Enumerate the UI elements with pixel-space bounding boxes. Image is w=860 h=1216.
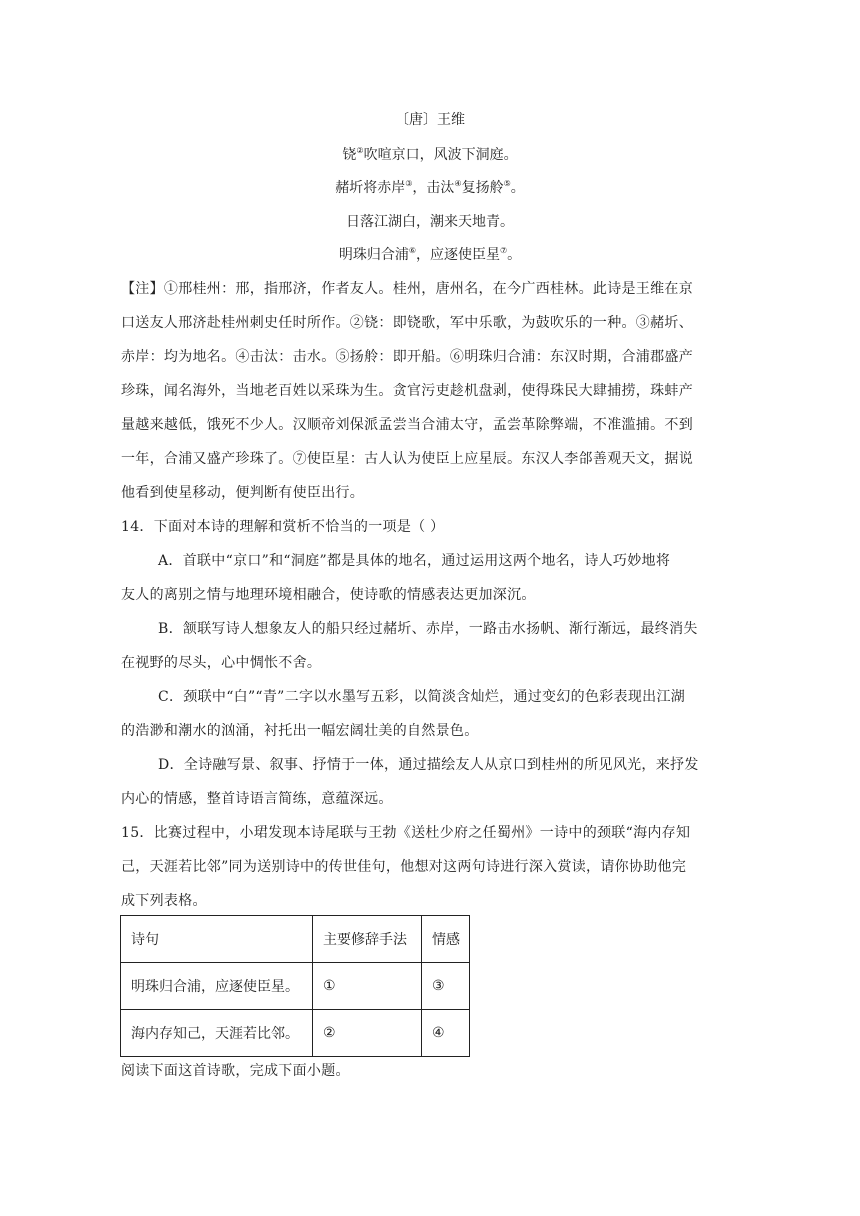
poem-line-text: 。 (507, 247, 522, 263)
notes-line: 珍珠，闻名海外，当地老百姓以采珠为生。贪官污吏趁机盘剥，使得珠民大肆捕捞，珠蚌产 (121, 383, 693, 399)
notes-line: 他看到使星移动，便判断有使臣出行。 (121, 485, 365, 501)
option-c: C．颈联中“白”“青”二字以水墨写五彩，以简淡含灿烂，通过变幻的色彩表现出江湖 (158, 689, 686, 705)
notes-line: 一年，合浦又盛产珍珠了。⑦使臣星：古人认为使臣上应星辰。东汉人李郃善观天文，据说 (121, 451, 693, 467)
poem-line-text: 明珠归合浦 (338, 247, 409, 263)
table-row (121, 963, 470, 1010)
poem-line-1 (0, 145, 860, 165)
poem-line-text: 日落江湖白，潮来天地青。 (346, 214, 514, 230)
footnote-marker: ③ (405, 179, 413, 188)
notes-line: 口送友人邢济赴桂州刺史任时所作。②铙：即铙歌，军中乐歌，为鼓吹乐的一种。③赭圻、 (121, 315, 693, 331)
option-b: B．颔联写诗人想象友人的船只经过赭圻、赤岸，一路击水扬帆、渐行渐远，最终消失 (158, 621, 698, 637)
table-header-cell: 诗句 (121, 916, 313, 963)
table-cell: 海内存知己，天涯若比邻。 (121, 1010, 313, 1057)
notes-line: 【注】①邢桂州：邢，指邢济，作者友人。桂州，唐州名，在今广西桂林。此诗是王维在京 (121, 281, 693, 297)
table-header-cell: 主要修辞手法 (313, 916, 422, 963)
footnote-marker: ④ (454, 179, 462, 188)
poem-line-text: ，应逐使臣星 (416, 247, 500, 263)
notes-line: 赤岸：均为地名。④击汰：击水。⑤扬舲：即开船。⑥明珠归合浦：东汉时期，合浦郡盛产 (121, 349, 693, 365)
table-cell: ④ (422, 1010, 470, 1057)
table-header-cell: 情感 (422, 916, 470, 963)
table-cell: 明珠归合浦，应逐使臣星。 (121, 963, 313, 1010)
poem-line-text: 赭圻将赤岸 (335, 180, 406, 196)
notes-line: 量越来越低，饿死不少人。汉顺帝刘保派孟尝当合浦太守，孟尝革除弊端，不准滥捕。不到 (121, 417, 693, 433)
poem-line-4 (0, 245, 860, 265)
question-15-stem: 15．比赛过程中，小珺发现本诗尾联与王勃《送杜少府之任蜀州》一诗中的颈联“海内存知 (121, 825, 691, 841)
poem-line-3 (0, 212, 860, 232)
table-cell: ② (313, 1010, 422, 1057)
option-d: D．全诗融写景、叙事、抒情于一体，通过描绘友人从京口到桂州的所见风光，来抒发 (158, 757, 699, 773)
poem-author: 〔唐〕王维 (395, 112, 465, 128)
table-cell: ① (313, 963, 422, 1010)
answer-table (120, 915, 470, 1057)
poem-line-2 (0, 178, 860, 198)
option-a: A．首联中“京口”和“洞庭”都是具体的地名，通过运用这两个地名，诗人巧妙地将 (158, 553, 671, 569)
option-d-cont: 内心的情感，整首诗语言简练，意蕴深远。 (121, 791, 393, 807)
poem-line-text: 复扬舲 (461, 180, 504, 196)
reading-instruction: 阅读下面这首诗歌，完成下面小题。 (121, 1063, 350, 1079)
question-15-stem-cont: 成下列表格。 (121, 893, 207, 909)
poem-line-text: 吹喧京口，风波下洞庭。 (363, 147, 518, 163)
question-14-stem: 14．下面对本诗的理解和赏析不恰当的一项是（ ） (121, 519, 445, 535)
footnote-marker: ② (356, 146, 364, 155)
poem-line-text: 。 (510, 180, 525, 196)
footnote-marker: ⑥ (408, 246, 416, 255)
table-header-row (121, 916, 470, 963)
footnote-marker: ⑤ (503, 179, 511, 188)
poem-line-text: 铙 (342, 147, 357, 163)
option-a-cont: 友人的离别之情与地理环境相融合，使诗歌的情感表达更加深沉。 (121, 587, 536, 603)
option-b-cont: 在视野的尽头，心中惆怅不舍。 (121, 655, 322, 671)
poem-line-text: ，击汰 (412, 180, 455, 196)
table-cell: ③ (422, 963, 470, 1010)
option-c-cont: 的浩渺和潮水的汹涌，衬托出一幅宏阔壮美的自然景色。 (121, 723, 479, 739)
table-row (121, 1010, 470, 1057)
question-15-stem-cont: 己，天涯若比邻”同为送别诗中的传世佳句，他想对这两句诗进行深入赏读，请你协助他完 (121, 859, 687, 875)
footnote-marker: ⑦ (500, 246, 508, 255)
